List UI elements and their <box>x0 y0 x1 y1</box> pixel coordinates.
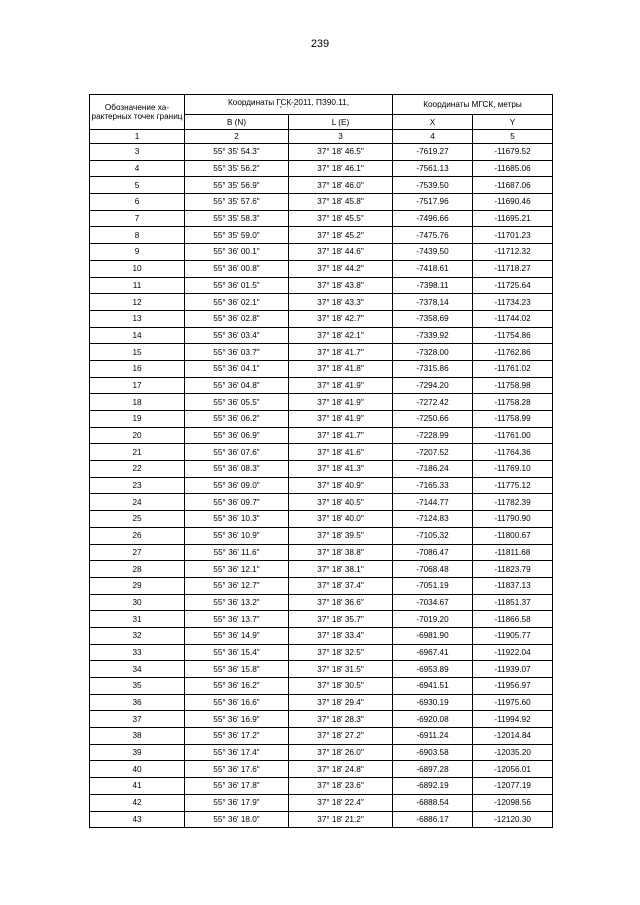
latitude-cell: 55° 36' 13.2" <box>185 594 289 611</box>
point-number-cell: 34 <box>90 661 185 678</box>
point-number-cell: 25 <box>90 511 185 528</box>
table-row <box>90 244 553 261</box>
table-row <box>90 394 553 411</box>
longitude-cell: 37° 18' 45.8" <box>289 194 393 211</box>
table-row <box>90 177 553 194</box>
x-coordinate-cell: -6920.08 <box>393 711 473 728</box>
latitude-cell: 55° 36' 10.9" <box>185 527 289 544</box>
longitude-cell: 37° 18' 43.3" <box>289 294 393 311</box>
point-number-cell: 12 <box>90 294 185 311</box>
header-gsk-coordinates <box>185 95 393 115</box>
table-row <box>90 444 553 461</box>
x-coordinate-cell: -7339.92 <box>393 327 473 344</box>
longitude-cell: 37° 18' 41.6" <box>289 444 393 461</box>
x-coordinate-cell: -6981.90 <box>393 627 473 644</box>
longitude-cell: 37° 18' 41.9" <box>289 394 393 411</box>
table-row <box>90 494 553 511</box>
x-coordinate-cell: -7418.61 <box>393 260 473 277</box>
y-coordinate-cell: -12035.20 <box>473 744 553 761</box>
latitude-cell: 55° 36' 12.7" <box>185 577 289 594</box>
latitude-cell: 55° 36' 17.9" <box>185 794 289 811</box>
table-row <box>90 527 553 544</box>
y-coordinate-cell: -11782.39 <box>473 494 553 511</box>
x-coordinate-cell: -7475.76 <box>393 227 473 244</box>
header-mgsk-coordinates: Координаты МГСК, метры <box>393 95 553 115</box>
y-coordinate-cell: -11811.68 <box>473 544 553 561</box>
y-coordinate-cell: -11956.97 <box>473 678 553 695</box>
latitude-cell: 55° 36' 03.4" <box>185 327 289 344</box>
latitude-cell: 55° 36' 03.7" <box>185 344 289 361</box>
latitude-cell: 55° 36' 16.9" <box>185 711 289 728</box>
table-row <box>90 194 553 211</box>
x-coordinate-cell: -6897.28 <box>393 761 473 778</box>
longitude-cell: 37° 18' 46.0" <box>289 177 393 194</box>
point-number-cell: 5 <box>90 177 185 194</box>
x-coordinate-cell: -6892.19 <box>393 778 473 795</box>
table-row <box>90 344 553 361</box>
latitude-cell: 55° 36' 02.8" <box>185 310 289 327</box>
longitude-cell: 37° 18' 44.6" <box>289 244 393 261</box>
x-coordinate-cell: -7328.00 <box>393 344 473 361</box>
point-number-cell: 24 <box>90 494 185 511</box>
longitude-cell: 37° 18' 40.0" <box>289 511 393 528</box>
x-coordinate-cell: -7439.50 <box>393 244 473 261</box>
table-row <box>90 360 553 377</box>
latitude-cell: 55° 36' 16.2" <box>185 678 289 695</box>
header-l: L (E) <box>289 115 393 130</box>
latitude-cell: 55° 35' 56.9" <box>185 177 289 194</box>
latitude-cell: 55° 36' 12.1" <box>185 561 289 578</box>
point-number-cell: 28 <box>90 561 185 578</box>
table-row <box>90 728 553 745</box>
longitude-cell: 37° 18' 23.6" <box>289 778 393 795</box>
y-coordinate-cell: -11922.04 <box>473 644 553 661</box>
latitude-cell: 55° 36' 09.7" <box>185 494 289 511</box>
point-number-cell: 16 <box>90 360 185 377</box>
point-number-cell: 42 <box>90 794 185 811</box>
header-x: X <box>393 115 473 130</box>
x-coordinate-cell: -7272.42 <box>393 394 473 411</box>
point-number-cell: 17 <box>90 377 185 394</box>
latitude-cell: 55° 36' 15.8" <box>185 661 289 678</box>
latitude-cell: 55° 36' 04.1" <box>185 360 289 377</box>
header-col-number-4: 4 <box>393 130 473 144</box>
page-number: 239 <box>310 38 330 50</box>
point-number-cell: 8 <box>90 227 185 244</box>
longitude-cell: 37° 18' 30.5" <box>289 678 393 695</box>
longitude-cell: 37° 18' 26.0" <box>289 744 393 761</box>
y-coordinate-cell: -12120.30 <box>473 811 553 828</box>
latitude-cell: 55° 36' 06.2" <box>185 411 289 428</box>
y-coordinate-cell: -11718.27 <box>473 260 553 277</box>
longitude-cell: 37° 18' 45.2" <box>289 227 393 244</box>
x-coordinate-cell: -7051.19 <box>393 577 473 594</box>
longitude-cell: 37° 18' 39.5" <box>289 527 393 544</box>
table-row <box>90 377 553 394</box>
y-coordinate-cell: -11744.02 <box>473 310 553 327</box>
coordinates-table <box>89 94 553 828</box>
y-coordinate-cell: -11800.67 <box>473 527 553 544</box>
latitude-cell: 55° 36' 08.3" <box>185 461 289 478</box>
point-number-cell: 39 <box>90 744 185 761</box>
longitude-cell: 37° 18' 41.7" <box>289 344 393 361</box>
table-row <box>90 144 553 161</box>
x-coordinate-cell: -7315.86 <box>393 360 473 377</box>
table-row <box>90 761 553 778</box>
latitude-cell: 55° 35' 57.6" <box>185 194 289 211</box>
y-coordinate-cell: -11866.58 <box>473 611 553 628</box>
y-coordinate-cell: -11790.90 <box>473 511 553 528</box>
y-coordinate-cell: -11761.02 <box>473 360 553 377</box>
y-coordinate-cell: -11758.28 <box>473 394 553 411</box>
point-number-cell: 10 <box>90 260 185 277</box>
y-coordinate-cell: -11994.92 <box>473 711 553 728</box>
y-coordinate-cell: -11685.06 <box>473 160 553 177</box>
x-coordinate-cell: -6903.58 <box>393 744 473 761</box>
latitude-cell: 55° 36' 15.4" <box>185 644 289 661</box>
y-coordinate-cell: -11761.00 <box>473 427 553 444</box>
point-number-cell: 26 <box>90 527 185 544</box>
y-coordinate-cell: -11975.60 <box>473 694 553 711</box>
longitude-cell: 37° 18' 41.7" <box>289 427 393 444</box>
y-coordinate-cell: -11679.52 <box>473 144 553 161</box>
longitude-cell: 37° 18' 32.5" <box>289 644 393 661</box>
table-row <box>90 477 553 494</box>
latitude-cell: 55° 36' 11.6" <box>185 544 289 561</box>
longitude-cell: 37° 18' 24.8" <box>289 761 393 778</box>
table-row <box>90 310 553 327</box>
x-coordinate-cell: -7068.48 <box>393 561 473 578</box>
x-coordinate-cell: -6953.89 <box>393 661 473 678</box>
x-coordinate-cell: -6886.17 <box>393 811 473 828</box>
y-coordinate-cell: -11775.12 <box>473 477 553 494</box>
point-number-cell: 13 <box>90 310 185 327</box>
table-row <box>90 794 553 811</box>
x-coordinate-cell: -6888.54 <box>393 794 473 811</box>
y-coordinate-cell: -12098.56 <box>473 794 553 811</box>
y-coordinate-cell: -11754.86 <box>473 327 553 344</box>
latitude-cell: 55° 36' 00.8" <box>185 260 289 277</box>
latitude-cell: 55° 36' 04.8" <box>185 377 289 394</box>
y-coordinate-cell: -11764.36 <box>473 444 553 461</box>
y-coordinate-cell: -11734.23 <box>473 294 553 311</box>
table-row <box>90 260 553 277</box>
longitude-cell: 37° 18' 36.6" <box>289 594 393 611</box>
x-coordinate-cell: -6941.51 <box>393 678 473 695</box>
latitude-cell: 55° 35' 56.2" <box>185 160 289 177</box>
x-coordinate-cell: -7619.27 <box>393 144 473 161</box>
longitude-cell: 37° 18' 44.2" <box>289 260 393 277</box>
table-row <box>90 594 553 611</box>
y-coordinate-cell: -12056.01 <box>473 761 553 778</box>
table-row <box>90 611 553 628</box>
table-row <box>90 277 553 294</box>
latitude-cell: 55° 35' 54.3" <box>185 144 289 161</box>
longitude-cell: 37° 18' 43.8" <box>289 277 393 294</box>
point-number-cell: 18 <box>90 394 185 411</box>
point-number-cell: 40 <box>90 761 185 778</box>
table-row <box>90 678 553 695</box>
longitude-cell: 37° 18' 46.1" <box>289 160 393 177</box>
latitude-cell: 55° 36' 16.6" <box>185 694 289 711</box>
point-number-cell: 31 <box>90 611 185 628</box>
header-b: B (N) <box>185 115 289 130</box>
point-number-cell: 38 <box>90 728 185 745</box>
latitude-cell: 55° 35' 59.0" <box>185 227 289 244</box>
x-coordinate-cell: -6911.24 <box>393 728 473 745</box>
table-row <box>90 160 553 177</box>
longitude-cell: 37° 18' 42.1" <box>289 327 393 344</box>
table-row <box>90 711 553 728</box>
table-row <box>90 544 553 561</box>
longitude-cell: 37° 18' 29.4" <box>289 694 393 711</box>
point-number-cell: 37 <box>90 711 185 728</box>
table-row <box>90 744 553 761</box>
x-coordinate-cell: -7207.52 <box>393 444 473 461</box>
table-body <box>90 144 553 828</box>
x-coordinate-cell: -7250.66 <box>393 411 473 428</box>
longitude-cell: 37° 18' 37.4" <box>289 577 393 594</box>
latitude-cell: 55° 36' 09.0" <box>185 477 289 494</box>
y-coordinate-cell: -11905.77 <box>473 627 553 644</box>
table-row <box>90 561 553 578</box>
longitude-cell: 37° 18' 41.9" <box>289 411 393 428</box>
x-coordinate-cell: -7228.99 <box>393 427 473 444</box>
header-gsk-units: ° ′ ″ <box>279 105 298 112</box>
latitude-cell: 55° 36' 02.1" <box>185 294 289 311</box>
table-row <box>90 294 553 311</box>
longitude-cell: 37° 18' 45.5" <box>289 210 393 227</box>
table-row <box>90 661 553 678</box>
longitude-cell: 37° 18' 28.3" <box>289 711 393 728</box>
point-number-cell: 27 <box>90 544 185 561</box>
point-number-cell: 23 <box>90 477 185 494</box>
x-coordinate-cell: -7144.77 <box>393 494 473 511</box>
y-coordinate-cell: -11690.46 <box>473 194 553 211</box>
point-number-cell: 21 <box>90 444 185 461</box>
x-coordinate-cell: -7517.96 <box>393 194 473 211</box>
table-row <box>90 461 553 478</box>
x-coordinate-cell: -7124.83 <box>393 511 473 528</box>
y-coordinate-cell: -12077.19 <box>473 778 553 795</box>
longitude-cell: 37° 18' 21.2" <box>289 811 393 828</box>
latitude-cell: 55° 36' 13.7" <box>185 611 289 628</box>
point-number-cell: 6 <box>90 194 185 211</box>
point-number-cell: 35 <box>90 678 185 695</box>
point-number-cell: 29 <box>90 577 185 594</box>
x-coordinate-cell: -7034.67 <box>393 594 473 611</box>
point-number-cell: 41 <box>90 778 185 795</box>
x-coordinate-cell: -7561.13 <box>393 160 473 177</box>
x-coordinate-cell: -7398.11 <box>393 277 473 294</box>
y-coordinate-cell: -11701.23 <box>473 227 553 244</box>
header-point-designation: Обозначение ха-рактерных точек границ <box>90 95 185 130</box>
table-row <box>90 694 553 711</box>
table-row <box>90 227 553 244</box>
point-number-cell: 32 <box>90 627 185 644</box>
table-row <box>90 811 553 828</box>
x-coordinate-cell: -7105.32 <box>393 527 473 544</box>
latitude-cell: 55° 36' 17.6" <box>185 761 289 778</box>
x-coordinate-cell: -7496.66 <box>393 210 473 227</box>
longitude-cell: 37° 18' 40.5" <box>289 494 393 511</box>
latitude-cell: 55° 35' 58.3" <box>185 210 289 227</box>
latitude-cell: 55° 36' 18.0" <box>185 811 289 828</box>
table-row <box>90 511 553 528</box>
table-row <box>90 577 553 594</box>
latitude-cell: 55° 36' 01.5" <box>185 277 289 294</box>
longitude-cell: 37° 18' 35.7" <box>289 611 393 628</box>
x-coordinate-cell: -7019.20 <box>393 611 473 628</box>
longitude-cell: 37° 18' 38.1" <box>289 561 393 578</box>
table-row <box>90 778 553 795</box>
longitude-cell: 37° 18' 22.4" <box>289 794 393 811</box>
latitude-cell: 55° 36' 17.8" <box>185 778 289 795</box>
y-coordinate-cell: -11712.32 <box>473 244 553 261</box>
point-number-cell: 15 <box>90 344 185 361</box>
point-number-cell: 9 <box>90 244 185 261</box>
longitude-cell: 37° 18' 41.9" <box>289 377 393 394</box>
latitude-cell: 55° 36' 07.6" <box>185 444 289 461</box>
header-gsk-title: Координаты ГСК-2011, ПЗ90.11, <box>228 97 350 107</box>
x-coordinate-cell: -6930.19 <box>393 694 473 711</box>
header-col-number-1: 1 <box>90 130 185 144</box>
table-row <box>90 210 553 227</box>
y-coordinate-cell: -12014.84 <box>473 728 553 745</box>
header-col-number-2: 2 <box>185 130 289 144</box>
longitude-cell: 37° 18' 41.8" <box>289 360 393 377</box>
latitude-cell: 55° 36' 17.4" <box>185 744 289 761</box>
point-number-cell: 19 <box>90 411 185 428</box>
point-number-cell: 4 <box>90 160 185 177</box>
latitude-cell: 55° 36' 10.3" <box>185 511 289 528</box>
y-coordinate-cell: -11687.06 <box>473 177 553 194</box>
longitude-cell: 37° 18' 31.5" <box>289 661 393 678</box>
latitude-cell: 55° 36' 17.2" <box>185 728 289 745</box>
point-number-cell: 22 <box>90 461 185 478</box>
point-number-cell: 11 <box>90 277 185 294</box>
x-coordinate-cell: -7378.14 <box>393 294 473 311</box>
y-coordinate-cell: -11758.98 <box>473 377 553 394</box>
point-number-cell: 20 <box>90 427 185 444</box>
header-col-number-5: 5 <box>473 130 553 144</box>
x-coordinate-cell: -7186.24 <box>393 461 473 478</box>
y-coordinate-cell: -11851.37 <box>473 594 553 611</box>
x-coordinate-cell: -7539.50 <box>393 177 473 194</box>
longitude-cell: 37° 18' 27.2" <box>289 728 393 745</box>
table-row <box>90 627 553 644</box>
x-coordinate-cell: -7294.20 <box>393 377 473 394</box>
latitude-cell: 55° 36' 06.9" <box>185 427 289 444</box>
point-number-cell: 33 <box>90 644 185 661</box>
longitude-cell: 37° 18' 46.5" <box>289 144 393 161</box>
point-number-cell: 36 <box>90 694 185 711</box>
y-coordinate-cell: -11695.21 <box>473 210 553 227</box>
y-coordinate-cell: -11837.13 <box>473 577 553 594</box>
x-coordinate-cell: -7086.47 <box>393 544 473 561</box>
header-col-number-3: 3 <box>289 130 393 144</box>
header-y: Y <box>473 115 553 130</box>
y-coordinate-cell: -11939.07 <box>473 661 553 678</box>
latitude-cell: 55° 36' 00.1" <box>185 244 289 261</box>
y-coordinate-cell: -11769.10 <box>473 461 553 478</box>
longitude-cell: 37° 18' 42.7" <box>289 310 393 327</box>
longitude-cell: 37° 18' 38.8" <box>289 544 393 561</box>
y-coordinate-cell: -11762.86 <box>473 344 553 361</box>
table-row <box>90 327 553 344</box>
point-number-cell: 3 <box>90 144 185 161</box>
y-coordinate-cell: -11758.99 <box>473 411 553 428</box>
latitude-cell: 55° 36' 14.9" <box>185 627 289 644</box>
x-coordinate-cell: -7165.33 <box>393 477 473 494</box>
longitude-cell: 37° 18' 40.9" <box>289 477 393 494</box>
point-number-cell: 14 <box>90 327 185 344</box>
x-coordinate-cell: -6967.41 <box>393 644 473 661</box>
table-row <box>90 427 553 444</box>
latitude-cell: 55° 36' 05.5" <box>185 394 289 411</box>
point-number-cell: 7 <box>90 210 185 227</box>
table-row <box>90 644 553 661</box>
longitude-cell: 37° 18' 33.4" <box>289 627 393 644</box>
longitude-cell: 37° 18' 41.3" <box>289 461 393 478</box>
point-number-cell: 30 <box>90 594 185 611</box>
table-row <box>90 411 553 428</box>
y-coordinate-cell: -11823.79 <box>473 561 553 578</box>
point-number-cell: 43 <box>90 811 185 828</box>
x-coordinate-cell: -7358.69 <box>393 310 473 327</box>
y-coordinate-cell: -11725.64 <box>473 277 553 294</box>
